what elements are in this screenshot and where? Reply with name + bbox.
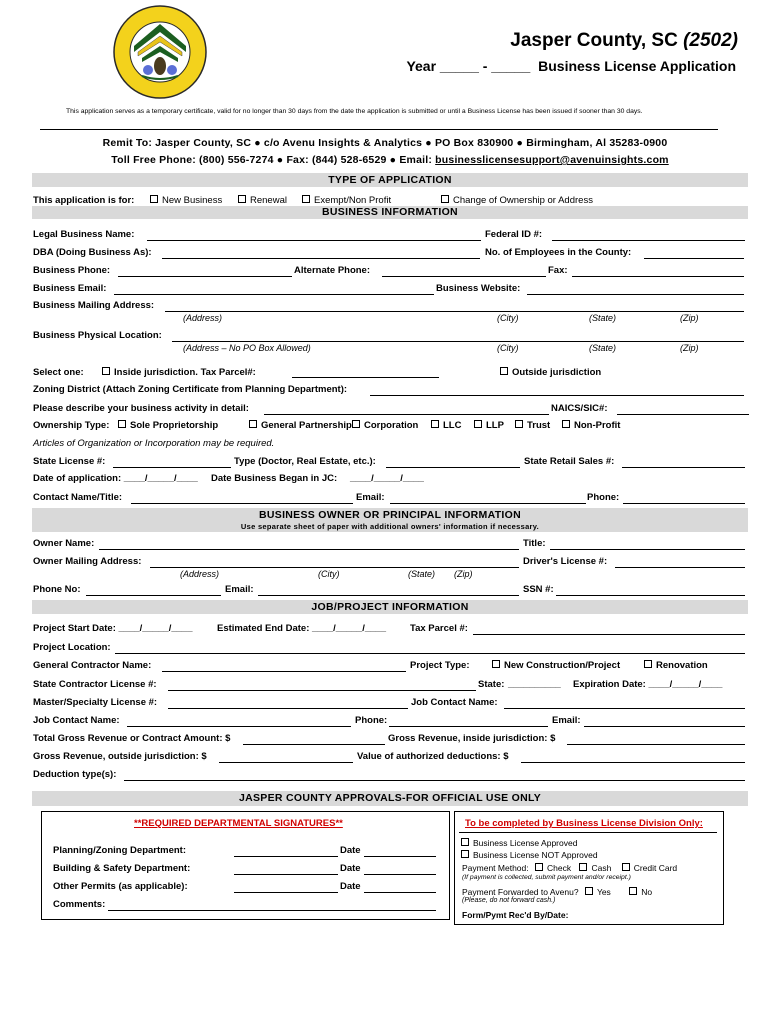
physical-zip-sub: (Zip) bbox=[680, 343, 699, 353]
license-approved-option[interactable]: Business License Approved bbox=[461, 838, 577, 848]
license-type-label: Type (Doctor, Real Estate, etc.): bbox=[234, 456, 376, 467]
ownership-corporation[interactable]: Corporation bbox=[352, 420, 418, 431]
job-phone-label: Phone: bbox=[355, 715, 388, 726]
zoning-label: Zoning District (Attach Zoning Certificate from Planning Department): bbox=[33, 384, 348, 395]
owner-email-label: Email: bbox=[225, 584, 254, 595]
gross-outside-field[interactable] bbox=[219, 762, 353, 763]
option-new-business[interactable]: New Business bbox=[150, 195, 222, 206]
do-not-forward-cash-note: (Please, do not forward cash.) bbox=[462, 897, 556, 904]
checkbox-icon bbox=[461, 838, 469, 846]
owner-phone-label: Phone No: bbox=[33, 584, 81, 595]
comments-label: Comments: bbox=[53, 899, 106, 910]
job-email-field[interactable] bbox=[584, 726, 745, 727]
mailing-address-sub: (Address) bbox=[183, 313, 223, 323]
building-signature-field[interactable] bbox=[234, 874, 338, 875]
checkbox-icon bbox=[622, 863, 630, 871]
license-not-approved-option[interactable]: Business License NOT Approved bbox=[461, 850, 598, 860]
contact-name-field[interactable] bbox=[131, 503, 353, 504]
job-contact-label-2: Job Contact Name: bbox=[33, 715, 120, 726]
state-contractor-label: State Contractor License #: bbox=[33, 679, 157, 690]
option-renewal[interactable]: Renewal bbox=[238, 195, 287, 206]
building-date-field[interactable] bbox=[364, 874, 436, 875]
option-change-ownership[interactable]: Change of Ownership or Address bbox=[441, 195, 593, 206]
support-email-link[interactable]: businesslicensesupport@avenuinsights.com bbox=[435, 154, 669, 166]
checkbox-icon bbox=[535, 863, 543, 871]
owner-name-field[interactable] bbox=[99, 549, 519, 550]
project-location-field[interactable] bbox=[115, 653, 745, 654]
owner-mailing-label: Owner Mailing Address: bbox=[33, 556, 142, 567]
project-location-label: Project Location: bbox=[33, 642, 111, 653]
contact-phone-label: Phone: bbox=[587, 492, 620, 503]
physical-location-field[interactable] bbox=[172, 341, 744, 342]
drivers-license-field[interactable] bbox=[615, 567, 745, 568]
payment-forwarded-row bbox=[462, 887, 652, 897]
contact-email-field[interactable] bbox=[390, 503, 586, 504]
checkbox-icon bbox=[562, 420, 570, 428]
project-renovation[interactable]: Renovation bbox=[644, 660, 708, 671]
checkbox-icon bbox=[629, 887, 637, 895]
other-permits-label: Other Permits (as applicable): bbox=[53, 881, 188, 892]
date-of-application[interactable]: Date of application: ____/_____/____ bbox=[33, 473, 198, 484]
owner-phone-field[interactable] bbox=[86, 595, 221, 596]
describe-activity-field[interactable] bbox=[264, 414, 549, 415]
alt-phone-label: Alternate Phone: bbox=[294, 265, 371, 276]
legal-name-field[interactable] bbox=[147, 240, 481, 241]
contact-name-label: Contact Name/Title: bbox=[33, 492, 123, 503]
approvals-header: JASPER COUNTY APPROVALS-FOR OFFICIAL USE ONLY bbox=[32, 791, 748, 806]
business-website-label: Business Website: bbox=[436, 283, 521, 294]
job-contact-field-1[interactable] bbox=[504, 708, 745, 709]
checkbox-icon bbox=[441, 195, 449, 203]
mailing-address-label: Business Mailing Address: bbox=[33, 300, 155, 311]
business-information-header: BUSINESS INFORMATION bbox=[32, 206, 748, 219]
checkbox-icon bbox=[150, 195, 158, 203]
alt-phone-field[interactable] bbox=[382, 276, 546, 277]
general-contractor-label: General Contractor Name: bbox=[33, 660, 152, 671]
business-email-label: Business Email: bbox=[33, 283, 107, 294]
owner-title-field[interactable] bbox=[550, 549, 745, 550]
checkbox-icon bbox=[431, 420, 439, 428]
retail-sales-field[interactable] bbox=[622, 467, 745, 468]
gross-outside-label: Gross Revenue, outside jurisdiction: $ bbox=[33, 751, 207, 762]
owner-mailing-field[interactable] bbox=[150, 567, 519, 568]
page-title bbox=[510, 30, 738, 52]
job-phone-field[interactable] bbox=[389, 726, 548, 727]
owner-header bbox=[32, 508, 748, 532]
checkbox-icon bbox=[515, 420, 523, 428]
option-exempt[interactable]: Exempt/Non Profit bbox=[302, 195, 391, 206]
checkbox-icon bbox=[492, 660, 500, 668]
planning-label: Planning/Zoning Department: bbox=[53, 845, 186, 856]
checkbox-icon bbox=[474, 420, 482, 428]
payment-method-row bbox=[462, 863, 677, 873]
owner-header-note: Use separate sheet of paper with additional owners' information if necessary. bbox=[240, 522, 540, 531]
payment-method-label: Payment Method: bbox=[462, 863, 529, 873]
estimated-end-date[interactable]: Estimated End Date: ____/_____/____ bbox=[217, 623, 386, 634]
checkbox-icon bbox=[579, 863, 587, 871]
mailing-city-sub: (City) bbox=[497, 313, 519, 323]
federal-id-label: Federal ID #: bbox=[485, 229, 543, 240]
authorized-deductions-label: Value of authorized deductions: $ bbox=[357, 751, 509, 762]
gross-total-field[interactable] bbox=[243, 744, 385, 745]
checkbox-icon bbox=[585, 887, 593, 895]
ownership-llp[interactable]: LLP bbox=[474, 420, 504, 431]
date-began-field[interactable]: ____/_____/____ bbox=[350, 473, 424, 484]
physical-city-sub: (City) bbox=[497, 343, 519, 353]
fax-label: Fax: bbox=[548, 265, 568, 276]
project-type-label: Project Type: bbox=[410, 660, 470, 671]
state-contractor-field[interactable] bbox=[168, 690, 476, 691]
owner-name-label: Owner Name: bbox=[33, 538, 95, 549]
checkbox-icon bbox=[644, 660, 652, 668]
checkbox-icon bbox=[500, 367, 508, 375]
application-for-row bbox=[33, 195, 134, 206]
county-seal bbox=[112, 4, 208, 100]
application-title: Business License Application bbox=[538, 58, 736, 74]
ownership-type-label: Ownership Type: bbox=[33, 420, 110, 431]
ownership-non-profit[interactable]: Non-Profit bbox=[562, 420, 620, 431]
drivers-license-label: Driver's License #: bbox=[523, 556, 608, 567]
authorized-deductions-field[interactable] bbox=[521, 762, 745, 763]
division-only-box bbox=[454, 811, 724, 925]
forwarded-no-option[interactable]: No bbox=[629, 887, 652, 897]
other-permits-date-field[interactable] bbox=[364, 892, 436, 893]
owner-state-sub: (State) bbox=[408, 569, 436, 579]
planning-signature-field[interactable] bbox=[234, 856, 338, 857]
ssn-field[interactable] bbox=[556, 595, 745, 596]
checkbox-icon bbox=[302, 195, 310, 203]
forwarded-yes-option[interactable]: Yes bbox=[585, 887, 611, 897]
county-code: (2502) bbox=[683, 30, 738, 51]
gross-inside-label: Gross Revenue, inside jurisdiction: $ bbox=[388, 733, 556, 744]
ownership-general-partnership[interactable]: General Partnership bbox=[249, 420, 352, 431]
outside-jurisdiction-option[interactable]: Outside jurisdiction bbox=[500, 367, 601, 378]
owner-city-sub: (City) bbox=[318, 569, 340, 579]
date-began-label: Date Business Began in JC: bbox=[211, 473, 338, 484]
other-permits-date-label: Date bbox=[340, 881, 361, 892]
payment-check-option[interactable]: Check bbox=[535, 863, 571, 873]
job-contact-field-2[interactable] bbox=[127, 726, 351, 727]
owner-email-field[interactable] bbox=[258, 595, 519, 596]
articles-note: Articles of Organization or Incorporation may be required. bbox=[33, 438, 275, 449]
tax-parcel-label: Tax Parcel #: bbox=[410, 623, 468, 634]
planning-date-label: Date bbox=[340, 845, 361, 856]
federal-id-field[interactable] bbox=[552, 240, 745, 241]
job-project-header: JOB/PROJECT INFORMATION bbox=[32, 600, 748, 614]
physical-location-label: Business Physical Location: bbox=[33, 330, 162, 341]
ownership-llc[interactable]: LLC bbox=[431, 420, 461, 431]
gross-total-label: Total Gross Revenue or Contract Amount: $ bbox=[33, 733, 231, 744]
validity-notice: This application serves as a temporary certificate, valid for no longer than 30 days from the date the application is submitted or until a Business License has been issued if sooner than 30 days. bbox=[66, 108, 643, 115]
naics-field[interactable] bbox=[617, 414, 749, 415]
application-for-label: This application is for: bbox=[33, 195, 135, 206]
deduction-type-label: Deduction type(s): bbox=[33, 769, 117, 780]
master-license-field[interactable] bbox=[168, 708, 408, 709]
other-permits-signature-field[interactable] bbox=[234, 892, 338, 893]
comments-field[interactable] bbox=[108, 910, 436, 911]
general-contractor-field[interactable] bbox=[162, 671, 406, 672]
deduction-type-field[interactable] bbox=[124, 780, 745, 781]
contact-email-label: Email: bbox=[356, 492, 385, 503]
building-date-label: Date bbox=[340, 863, 361, 874]
zoning-field[interactable] bbox=[370, 395, 744, 396]
state-license-field[interactable] bbox=[113, 467, 231, 468]
business-phone-label: Business Phone: bbox=[33, 265, 111, 276]
business-phone-field[interactable] bbox=[118, 276, 292, 277]
dba-field[interactable] bbox=[162, 258, 480, 259]
checkbox-icon bbox=[118, 420, 126, 428]
owner-title-label: Title: bbox=[523, 538, 546, 549]
gross-inside-field[interactable] bbox=[567, 744, 745, 745]
business-email-field[interactable] bbox=[114, 294, 434, 295]
naics-label: NAICS/SIC#: bbox=[551, 403, 608, 414]
remit-to: Remit To: Jasper County, SC ● c/o Avenu Insights & Analytics ● PO Box 830900 ● Birmingham, Al 35283-0900 bbox=[102, 137, 668, 149]
mailing-address-field[interactable] bbox=[165, 311, 744, 312]
retail-sales-label: State Retail Sales #: bbox=[524, 456, 615, 467]
checkbox-icon bbox=[249, 420, 257, 428]
fax-field[interactable] bbox=[572, 276, 744, 277]
type-of-application-header: TYPE OF APPLICATION bbox=[32, 173, 748, 187]
checkbox-icon bbox=[461, 850, 469, 858]
master-license-label: Master/Specialty License #: bbox=[33, 697, 158, 708]
dba-label: DBA (Doing Business As): bbox=[33, 247, 152, 258]
planning-date-field[interactable] bbox=[364, 856, 436, 857]
legal-name-label: Legal Business Name: bbox=[33, 229, 135, 240]
division-only-title: To be completed by Business License Division Only: bbox=[465, 818, 703, 829]
ownership-trust[interactable]: Trust bbox=[515, 420, 550, 431]
checkbox-icon bbox=[238, 195, 246, 203]
payment-credit-option[interactable]: Credit Card bbox=[622, 863, 677, 873]
ssn-label: SSN #: bbox=[523, 584, 554, 595]
describe-activity-label: Please describe your business activity in detail: bbox=[33, 403, 249, 414]
checkbox-icon bbox=[102, 367, 110, 375]
payment-collected-note: (If payment is collected, submit payment and/or receipt.) bbox=[462, 874, 631, 881]
contact-line bbox=[0, 154, 770, 166]
job-contact-label-1: Job Contact Name: bbox=[411, 697, 498, 708]
project-new-construction[interactable]: New Construction/Project bbox=[492, 660, 620, 671]
county-seal-icon bbox=[112, 4, 208, 100]
tax-parcel-field[interactable] bbox=[292, 377, 439, 378]
departmental-signatures-box bbox=[41, 811, 450, 920]
physical-state-sub: (State) bbox=[589, 343, 617, 353]
building-label: Building & Safety Department: bbox=[53, 863, 191, 874]
owner-header-title: BUSINESS OWNER OR PRINCIPAL INFORMATION bbox=[259, 509, 521, 521]
job-tax-parcel-field[interactable] bbox=[473, 634, 745, 635]
contractor-state-field[interactable]: __________ bbox=[508, 679, 561, 690]
mailing-state-sub: (State) bbox=[589, 313, 617, 323]
required-signatures-title: **REQUIRED DEPARTMENTAL SIGNATURES** bbox=[134, 818, 343, 829]
license-type-field[interactable] bbox=[386, 467, 520, 468]
job-email-label: Email: bbox=[552, 715, 581, 726]
employees-label: No. of Employees in the County: bbox=[485, 247, 632, 258]
page-subtitle bbox=[406, 58, 736, 74]
business-website-field[interactable] bbox=[527, 294, 744, 295]
project-start-date[interactable]: Project Start Date: ____/_____/____ bbox=[33, 623, 193, 634]
inside-jurisdiction-option[interactable]: Inside jurisdiction. Tax Parcel#: bbox=[102, 367, 256, 378]
phone-fax: Toll Free Phone: (800) 556-7274 ● Fax: (844) 528-6529 ● Email: bbox=[111, 154, 433, 166]
expiration-date[interactable]: Expiration Date: ____/_____/____ bbox=[573, 679, 723, 690]
form-received-label: Form/Pymt Rec'd By/Date: bbox=[462, 910, 569, 920]
payment-forwarded-label: Payment Forwarded to Avenu? bbox=[462, 887, 579, 897]
state-license-label: State License #: bbox=[33, 456, 106, 467]
ownership-sole[interactable]: Sole Proprietorship bbox=[118, 420, 218, 431]
year-field[interactable]: Year _____ - _____ bbox=[406, 58, 531, 74]
mailing-zip-sub: (Zip) bbox=[680, 313, 699, 323]
owner-zip-sub: (Zip) bbox=[454, 569, 473, 579]
physical-address-sub: (Address – No PO Box Allowed) bbox=[183, 343, 311, 353]
contact-phone-field[interactable] bbox=[623, 503, 745, 504]
contractor-state-label: State: bbox=[478, 679, 505, 690]
checkbox-icon bbox=[352, 420, 360, 428]
employees-field[interactable] bbox=[644, 258, 744, 259]
county-title: Jasper County, SC bbox=[510, 30, 678, 51]
select-one-label: Select one: bbox=[33, 367, 84, 378]
payment-cash-option[interactable]: Cash bbox=[579, 863, 611, 873]
owner-address-sub: (Address) bbox=[180, 569, 220, 579]
